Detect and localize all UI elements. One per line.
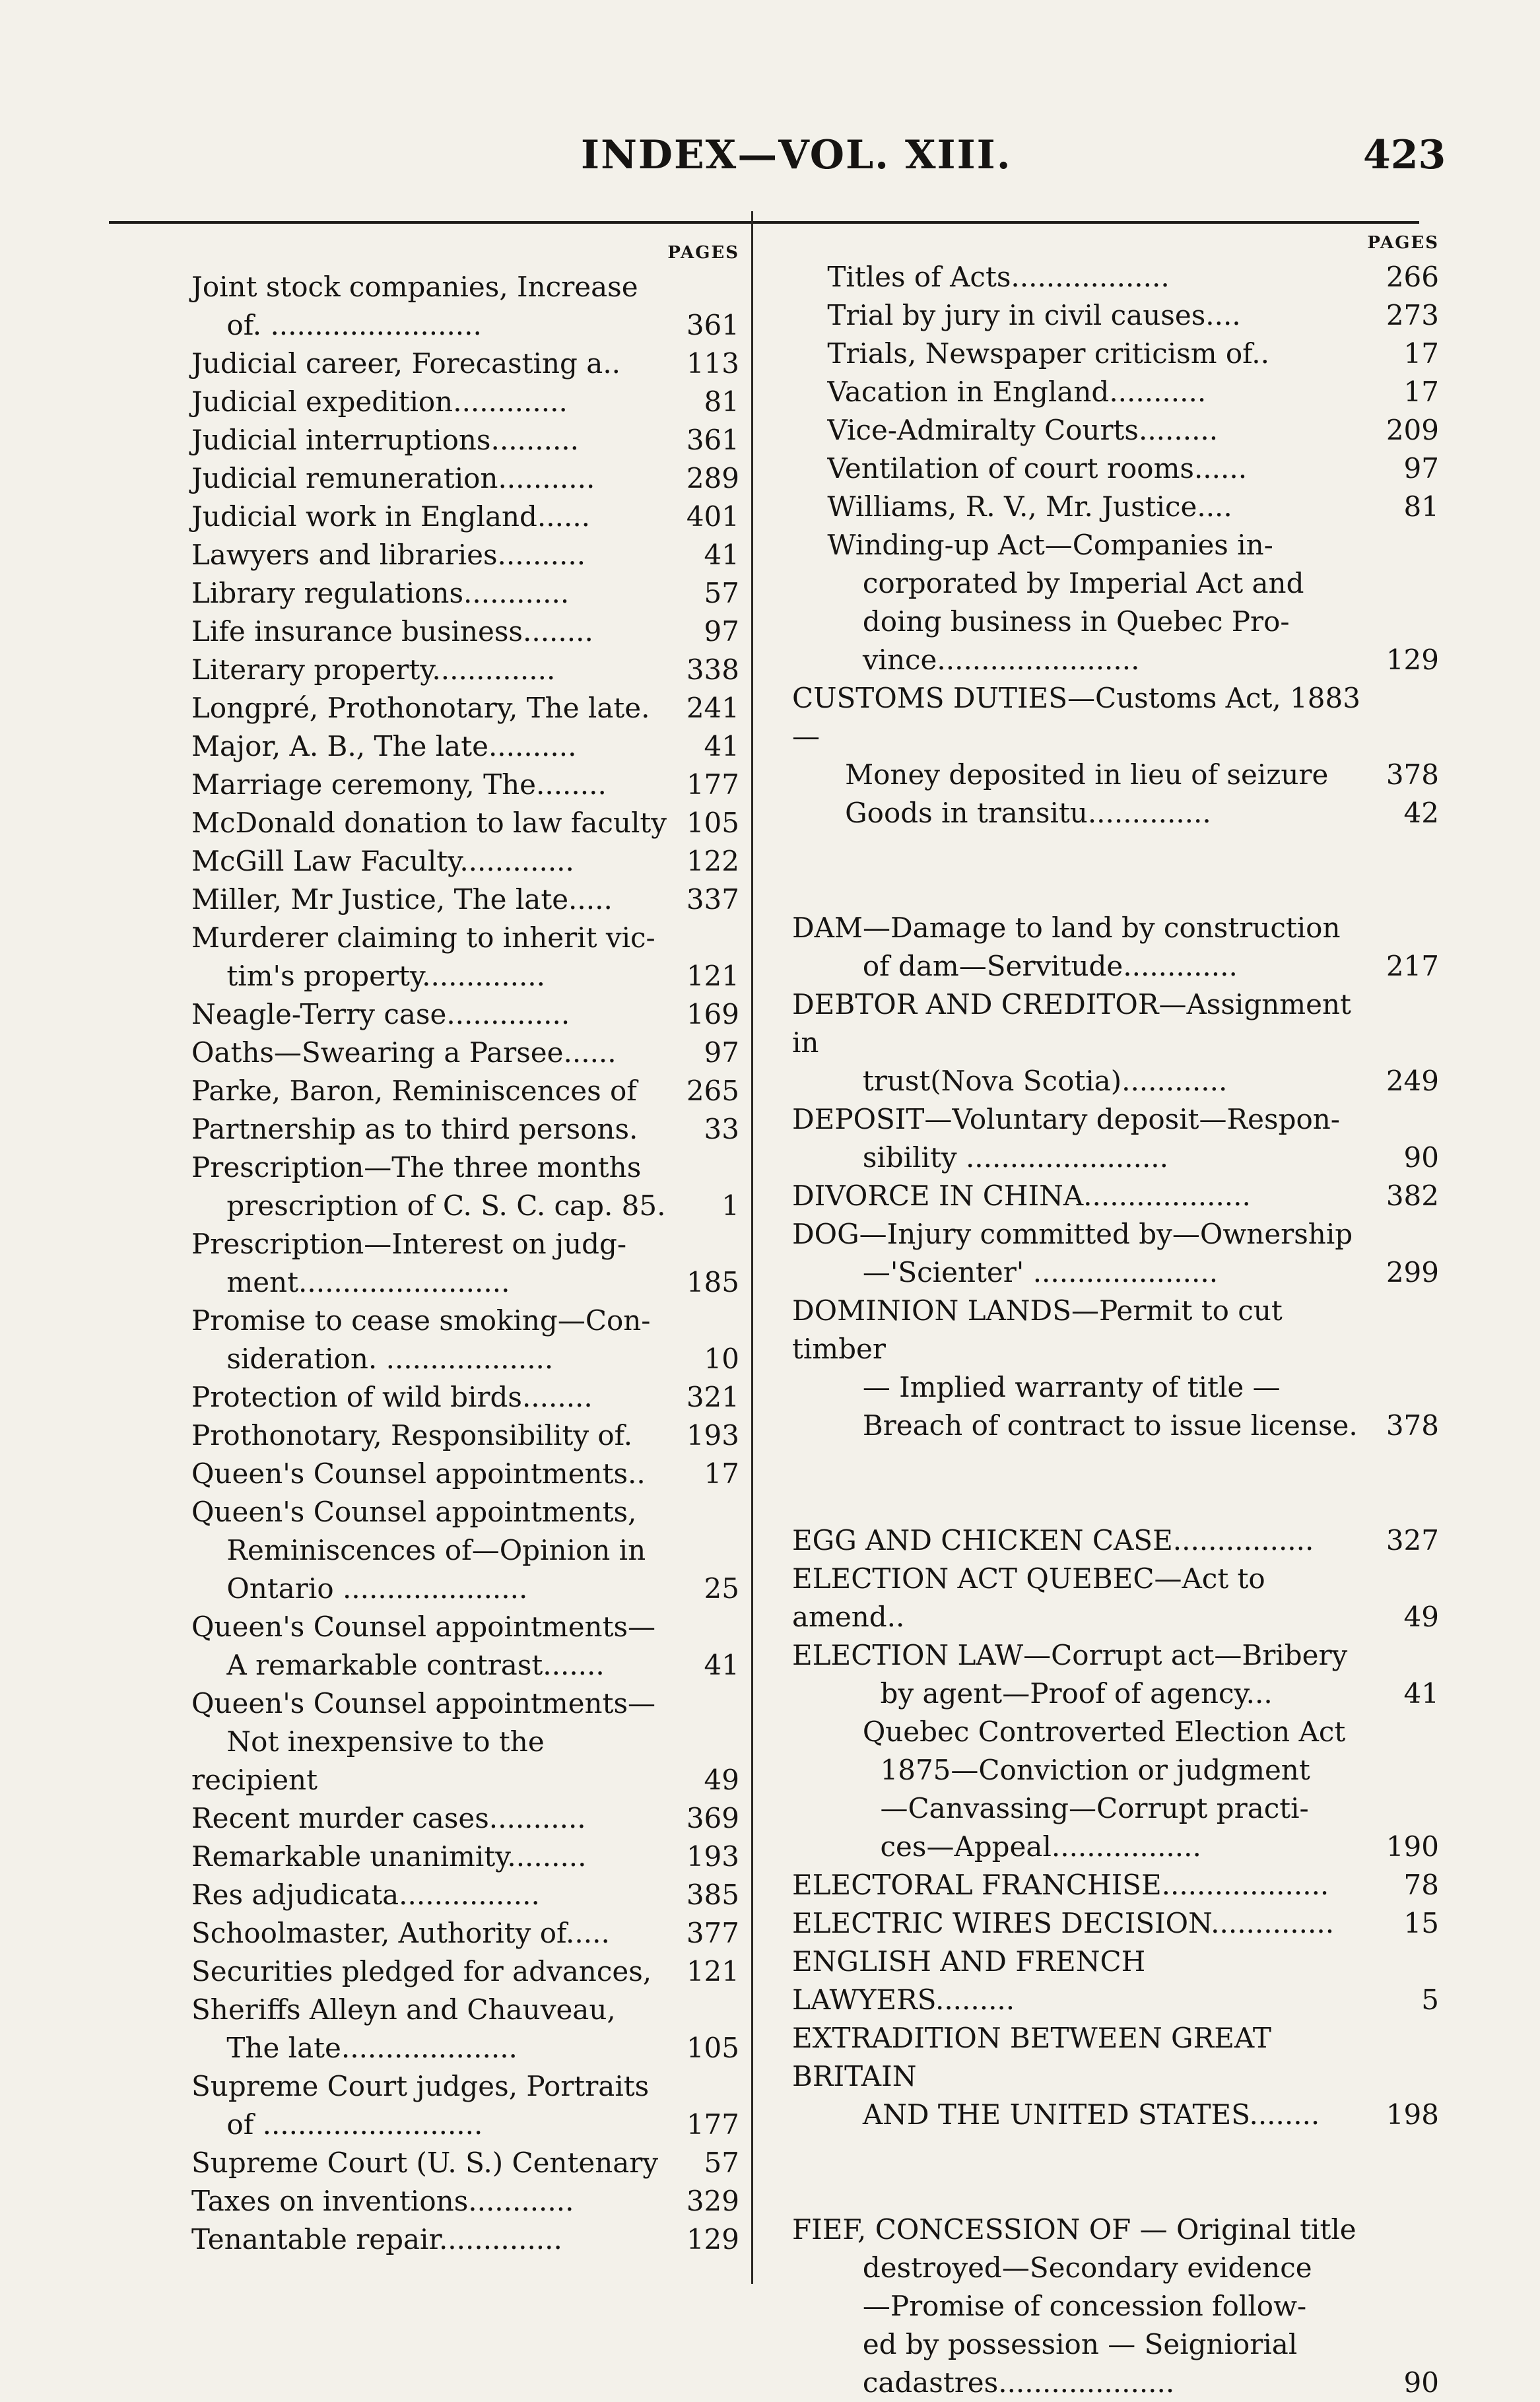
entry-page-number: 209 [1386, 414, 1439, 446]
column-divider [751, 211, 753, 2284]
entry-page-number: 361 [686, 424, 739, 456]
index-entry [792, 1560, 1439, 1636]
entry-text: doing business in Quebec Pro- [792, 605, 1290, 638]
entry-page-number: 377 [686, 1917, 739, 1949]
entry-page-number: 113 [686, 347, 739, 380]
entry-page-number: 337 [686, 883, 739, 916]
index-entry [191, 1876, 739, 1914]
index-entry [191, 613, 739, 651]
entry-page-number: 1 [721, 1189, 739, 1222]
index-entry [191, 2144, 739, 2182]
entry-text: A remarkable contrast....... [191, 1649, 605, 1681]
entry-text: Joint stock companies, Increase [191, 271, 638, 303]
right-index-column [792, 228, 1439, 2402]
entry-page-number: 25 [704, 1572, 739, 1605]
index-entry [792, 1904, 1439, 1943]
index-entry [792, 488, 1439, 526]
entry-page-number: 105 [686, 807, 739, 839]
index-entry [191, 2182, 739, 2220]
entry-text: Judicial work in England...... [191, 500, 591, 533]
entry-text: Res adjudicata................ [191, 1879, 540, 1911]
entry-text: Neagle-Terry case.............. [191, 998, 570, 1030]
index-entry [792, 1100, 1439, 1177]
index-entry [191, 1302, 739, 1378]
pages-column-label: PAGES [667, 243, 739, 263]
entry-text: Longpré, Prothonotary, The late. [191, 692, 650, 724]
page-header [0, 132, 1540, 198]
entry-text: —'Scienter' ..................... [792, 1256, 1219, 1288]
entry-page-number: 378 [1386, 1409, 1439, 1442]
entry-text: Money deposited in lieu of seizure [792, 758, 1329, 791]
entry-page-number: 169 [686, 998, 739, 1030]
entry-page-number: 81 [704, 385, 739, 418]
entry-text: Protection of wild birds........ [191, 1381, 593, 1413]
entry-text: Reminiscences of—Opinion in [191, 1534, 646, 1566]
entry-page-number: 193 [686, 1840, 739, 1873]
entry-text: McDonald donation to law faculty [191, 807, 667, 839]
entry-text: Queen's Counsel appointments— [191, 1687, 656, 1719]
entry-text: Queen's Counsel appointments.. [191, 1457, 646, 1490]
entry-page-number: 273 [1386, 299, 1439, 331]
entry-page-number: 90 [1403, 2366, 1439, 2399]
entry-page-number: 17 [1403, 376, 1439, 408]
entry-text: Judicial expedition............. [191, 385, 568, 418]
entry-page-number: 97 [1403, 452, 1439, 484]
index-entry [792, 794, 1439, 832]
index-entry [792, 1177, 1439, 1215]
entry-text: Trials, Newspaper criticism of.. [792, 337, 1269, 370]
entry-text: Titles of Acts.................. [792, 261, 1170, 293]
entry-page-number: 249 [1386, 1065, 1439, 1097]
index-entry [191, 1225, 739, 1302]
entry-page-number: 121 [686, 1955, 739, 1987]
entry-text: prescription of C. S. C. cap. 85. [191, 1189, 666, 1222]
entry-text: DIVORCE IN CHINA................... [792, 1180, 1251, 1212]
entry-page-number: 49 [1403, 1601, 1439, 1633]
entry-text: EGG AND CHICKEN CASE................ [792, 1524, 1314, 1556]
entry-text: DOG—Injury committed by—Ownership [792, 1218, 1353, 1250]
entry-text: ed by possession — Seigniorial [792, 2328, 1298, 2360]
entry-text: CUSTOMS DUTIES—Customs Act, 1883— [792, 682, 1360, 752]
entry-page-number: 378 [1386, 758, 1439, 791]
index-entry [191, 651, 739, 689]
index-entry [792, 2019, 1439, 2134]
index-entry [191, 1914, 739, 1952]
entry-page-number: 329 [686, 2185, 739, 2217]
index-entry [792, 335, 1439, 373]
entry-page-number: 17 [704, 1457, 739, 1490]
index-entry [191, 995, 739, 1034]
index-entry [191, 1838, 739, 1876]
entry-page-number: 41 [704, 1649, 739, 1681]
index-entry [191, 459, 739, 498]
entry-text: Remarkable unanimity......... [191, 1840, 587, 1873]
entry-page-number: 265 [686, 1075, 739, 1107]
index-entry [792, 1713, 1439, 1866]
entry-page-number: 361 [686, 309, 739, 341]
entry-text: DEBTOR AND CREDITOR—Assignment in [792, 988, 1360, 1059]
index-entry [792, 526, 1439, 679]
entry-text: DOMINION LANDS—Permit to cut timber [792, 1294, 1292, 1365]
entry-text: Lawyers and libraries.......... [191, 539, 586, 571]
entry-text: DAM—Damage to land by construction [792, 912, 1341, 944]
entry-text: Tenantable repair.............. [191, 2223, 562, 2255]
entry-text: of dam—Servitude............. [792, 950, 1238, 982]
entry-text: Queen's Counsel appointments, [191, 1496, 637, 1528]
entry-text: Queen's Counsel appointments— [191, 1611, 656, 1643]
entry-text: Supreme Court judges, Portraits [191, 2070, 650, 2102]
entry-text: Judicial career, Forecasting a.. [191, 347, 621, 380]
entry-text: The late.................... [191, 2032, 518, 2064]
entry-text: Promise to cease smoking—Con- [191, 1304, 651, 1337]
entry-text: corporated by Imperial Act and [792, 567, 1304, 599]
entry-text: ELECTORAL FRANCHISE................... [792, 1869, 1329, 1901]
entry-page-number: 15 [1403, 1907, 1439, 1939]
entry-page-number: 129 [686, 2223, 739, 2255]
entry-page-number: 321 [686, 1381, 739, 1413]
index-entry [792, 1636, 1439, 1713]
entry-text: Sheriffs Alleyn and Chauveau, [191, 1993, 616, 2026]
index-entry [191, 345, 739, 383]
entry-text: Not inexpensive to the recipient [191, 1725, 554, 1796]
index-entry [191, 1110, 739, 1149]
entry-text: Schoolmaster, Authority of..... [191, 1917, 610, 1949]
entry-text: by agent—Proof of agency... [792, 1677, 1273, 1710]
entry-page-number: 17 [1403, 337, 1439, 370]
entry-page-number: 78 [1403, 1869, 1439, 1901]
entry-text: Prescription—Interest on judg- [191, 1228, 627, 1260]
index-entry [792, 411, 1439, 450]
entry-page-number: 198 [1386, 2098, 1439, 2131]
index-entry [191, 1455, 739, 1493]
entry-page-number: 81 [1403, 490, 1439, 523]
entry-page-number: 57 [704, 2147, 739, 2179]
entry-page-number: 121 [686, 960, 739, 992]
entry-text: Securities pledged for advances, [191, 1955, 652, 1987]
index-entry [792, 985, 1439, 1100]
section-gap [792, 832, 1439, 909]
entry-page-number: 41 [704, 730, 739, 762]
entry-text: ELECTION ACT QUEBEC—Act to amend.. [792, 1562, 1275, 1633]
entry-text: Literary property.............. [191, 653, 556, 686]
entry-page-number: 5 [1421, 1984, 1439, 2016]
entry-text: Williams, R. V., Mr. Justice.... [792, 490, 1232, 523]
entry-text: cadastres.................... [792, 2366, 1175, 2399]
entry-page-number: 177 [686, 2108, 739, 2141]
entry-text: Recent murder cases........... [191, 1802, 586, 1834]
index-entry [792, 909, 1439, 985]
entry-page-number: 41 [1403, 1677, 1439, 1710]
entry-text: Ontario ..................... [191, 1572, 528, 1605]
index-entry [792, 1866, 1439, 1904]
entry-text: Oaths—Swearing a Parsee...... [191, 1036, 617, 1069]
index-entry [792, 373, 1439, 411]
index-entry [191, 1799, 739, 1838]
entry-text: ces—Appeal................. [792, 1830, 1201, 1863]
entry-text: of ......................... [191, 2108, 483, 2141]
index-entry [191, 919, 739, 995]
entry-page-number: 122 [686, 845, 739, 877]
index-entry [191, 1378, 739, 1417]
index-entry [191, 1952, 739, 1991]
pages-column-label: PAGES [1367, 233, 1439, 253]
entry-text: ELECTRIC WIRES DECISION.............. [792, 1907, 1335, 1939]
entry-text: ELECTION LAW—Corrupt act—Bribery [792, 1639, 1348, 1671]
section-gap [792, 2134, 1439, 2211]
entry-page-number: 241 [686, 692, 739, 724]
entry-page-number: 299 [1386, 1256, 1439, 1288]
index-entry [191, 1991, 739, 2067]
header-rule [109, 221, 1419, 224]
entry-page-number: 190 [1386, 1830, 1439, 1863]
entry-text: Judicial remuneration........... [191, 462, 595, 494]
entry-text: sibility ....................... [792, 1141, 1169, 1174]
entry-text: Murderer claiming to inherit vic- [191, 921, 655, 954]
entry-text: 1875—Conviction or judgment [792, 1754, 1310, 1786]
entry-page-number: 401 [686, 500, 739, 533]
index-entry [191, 881, 739, 919]
entry-text: tim's property.............. [191, 960, 545, 992]
index-entry [191, 383, 739, 421]
entry-text: DEPOSIT—Voluntary deposit—Respon- [792, 1103, 1340, 1135]
entry-text: Prothonotary, Responsibility of. [191, 1419, 633, 1451]
entry-page-number: 57 [704, 577, 739, 609]
entry-page-number: 105 [686, 2032, 739, 2064]
entry-text: Prescription—The three months [191, 1151, 642, 1184]
entry-page-number: 385 [686, 1879, 739, 1911]
page-number: 423 [1363, 132, 1446, 178]
entry-text: Breach of contract to issue license. [792, 1409, 1358, 1442]
entry-text: ment........................ [191, 1266, 510, 1298]
entry-page-number: 338 [686, 653, 739, 686]
entry-text: vince....................... [792, 644, 1140, 676]
index-entry [191, 842, 739, 881]
index-entry [191, 689, 739, 727]
index-entry [191, 1493, 739, 1608]
entry-page-number: 90 [1403, 1141, 1439, 1174]
index-entry [191, 574, 739, 613]
index-entry [191, 268, 739, 345]
index-entry [792, 679, 1439, 794]
entry-page-number: 266 [1386, 261, 1439, 293]
index-entry [191, 2220, 739, 2259]
entry-text: Taxes on inventions............ [191, 2185, 574, 2217]
left-index-column [191, 238, 739, 2259]
entry-text: McGill Law Faculty............. [191, 845, 574, 877]
entry-page-number: 10 [704, 1343, 739, 1375]
entry-text: Goods in transitu.............. [792, 797, 1211, 829]
index-entry [792, 1521, 1439, 1560]
entry-page-number: 97 [704, 615, 739, 648]
entry-text: Parke, Baron, Reminiscences of [191, 1075, 637, 1107]
entry-page-number: 193 [686, 1419, 739, 1451]
entry-page-number: 33 [704, 1113, 739, 1145]
entry-page-number: 382 [1386, 1180, 1439, 1212]
index-entry [792, 1943, 1439, 2019]
index-entry [191, 421, 739, 459]
index-entry [191, 1685, 739, 1799]
entry-text: —Promise of concession follow- [792, 2290, 1307, 2322]
entry-text: Supreme Court (U. S.) Centenary [191, 2147, 659, 2179]
index-entry [191, 1149, 739, 1225]
index-entry [191, 498, 739, 536]
entry-text: Library regulations............ [191, 577, 570, 609]
entry-text: of. ........................ [191, 309, 482, 341]
entry-page-number: 369 [686, 1802, 739, 1834]
entry-text: — Implied warranty of title — [792, 1371, 1281, 1403]
entry-page-number: 49 [704, 1764, 739, 1796]
entry-page-number: 129 [1386, 644, 1439, 676]
entry-text: Partnership as to third persons. [191, 1113, 638, 1145]
entry-page-number: 41 [704, 539, 739, 571]
index-entry [191, 766, 739, 804]
entry-text: Vacation in England........... [792, 376, 1207, 408]
entry-text: AND THE UNITED STATES........ [792, 2098, 1320, 2131]
entry-text: sideration. ................... [191, 1343, 554, 1375]
entry-text: Quebec Controverted Election Act [792, 1716, 1346, 1748]
entry-text: ENGLISH AND FRENCH LAWYERS......... [792, 1945, 1155, 2016]
entry-text: Vice-Admiralty Courts......... [792, 414, 1219, 446]
entry-page-number: 217 [1386, 950, 1439, 982]
entry-text: Major, A. B., The late.......... [191, 730, 577, 762]
entry-text: Trial by jury in civil causes.... [792, 299, 1241, 331]
index-entry [191, 1072, 739, 1110]
index-entry [191, 2067, 739, 2144]
index-entry [191, 1034, 739, 1072]
entry-text: EXTRADITION BETWEEN GREAT BRITAIN [792, 2022, 1281, 2092]
entry-text: destroyed—Secondary evidence [792, 2252, 1312, 2284]
entry-page-number: 42 [1403, 797, 1439, 829]
page-title: INDEX—VOL. XIII. [581, 132, 1012, 178]
index-entry [792, 258, 1439, 296]
index-entry [191, 804, 739, 842]
entry-text: —Canvassing—Corrupt practi- [792, 1792, 1309, 1824]
index-entry [792, 296, 1439, 335]
entry-text: Judicial interruptions.......... [191, 424, 579, 456]
index-entry [191, 1608, 739, 1685]
entry-text: trust(Nova Scotia)............ [792, 1065, 1228, 1097]
section-gap [792, 1445, 1439, 1521]
entry-text: Ventilation of court rooms...... [792, 452, 1248, 484]
index-entry [792, 1215, 1439, 1292]
index-entry [191, 536, 739, 574]
index-entry [792, 2211, 1439, 2402]
entry-page-number: 97 [704, 1036, 739, 1069]
entry-text: FIEF, CONCESSION OF — Original title [792, 2213, 1356, 2246]
entry-page-number: 327 [1386, 1524, 1439, 1556]
entry-text: Winding-up Act—Companies in- [792, 529, 1273, 561]
entry-text: Miller, Mr Justice, The late..... [191, 883, 613, 916]
index-entry [792, 450, 1439, 488]
index-entry [191, 727, 739, 766]
index-entry [191, 1417, 739, 1455]
entry-page-number: 185 [686, 1266, 739, 1298]
entry-page-number: 177 [686, 768, 739, 801]
entry-page-number: 289 [686, 462, 739, 494]
entry-text: Marriage ceremony, The........ [191, 768, 607, 801]
entry-text: Life insurance business........ [191, 615, 593, 648]
index-entry [792, 1292, 1439, 1445]
